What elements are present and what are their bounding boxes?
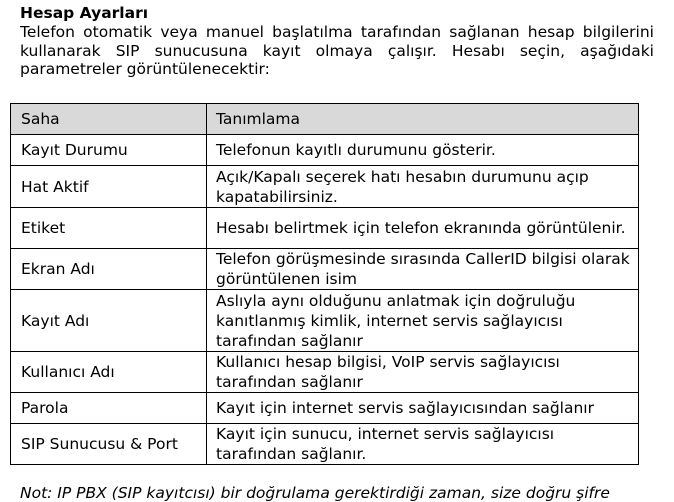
table-row — [11, 249, 639, 290]
description-cell: Telefonun kayıtlı durumunu gösterir. — [207, 135, 639, 166]
field-cell: Etiket — [11, 208, 207, 249]
description-cell: Hesabı belirtmek için telefon ekranında görüntülenir. — [207, 208, 639, 249]
intro-paragraph: Telefon otomatik veya manuel başlatılma tarafından sağlanan hesap bilgilerini kullanarak SIP sunucusuna kayıt olmaya çalışır. Hesabı seçin, aşağıdaki parametreler görüntülenecektir: — [20, 23, 654, 78]
description-cell: Telefon görüşmesinde sırasında CallerID bilgisi olarak görüntülenen isim — [207, 249, 639, 290]
table-row — [11, 208, 639, 249]
document-page — [20, 4, 654, 502]
field-cell: Hat Aktif — [11, 166, 207, 208]
field-cell: Kayıt Adı — [11, 290, 207, 352]
field-cell: Kullanıcı Adı — [11, 352, 207, 393]
table-row — [11, 166, 639, 208]
section-title: Hesap Ayarları — [20, 4, 149, 22]
description-cell: Kayıt için internet servis sağlayıcısından sağlanır — [207, 393, 639, 424]
description-cell: Aslıyla aynı olduğunu anlatmak için doğruluğu kanıtlanmış kimlik, internet servis sağlayıcısı tarafından sağlanır — [207, 290, 639, 352]
field-cell: Kayıt Durumu — [11, 135, 207, 166]
field-cell: SIP Sunucusu & Port — [11, 424, 207, 465]
note-text: Not: IP PBX (SIP kayıtcısı) bir doğrulama gerektirdiği zaman, size doğru şifre — [20, 484, 610, 502]
parameters-table — [10, 103, 639, 465]
table-row — [11, 135, 639, 166]
header-description: Tanımlama — [207, 104, 639, 135]
description-cell: Açık/Kapalı seçerek hatı hesabın durumunu açıp kapatabilirsiniz. — [207, 166, 639, 208]
table-row — [11, 290, 639, 352]
table-header-row — [11, 104, 639, 135]
table-row — [11, 424, 639, 465]
field-cell: Parola — [11, 393, 207, 424]
field-cell: Ekran Adı — [11, 249, 207, 290]
description-cell: Kullanıcı hesap bilgisi, VoIP servis sağlayıcısı tarafından sağlanır — [207, 352, 639, 393]
header-field: Saha — [11, 104, 207, 135]
table-row — [11, 352, 639, 393]
description-cell: Kayıt için sunucu, internet servis sağlayıcısı tarafından sağlanır. — [207, 424, 639, 465]
table-row — [11, 393, 639, 424]
